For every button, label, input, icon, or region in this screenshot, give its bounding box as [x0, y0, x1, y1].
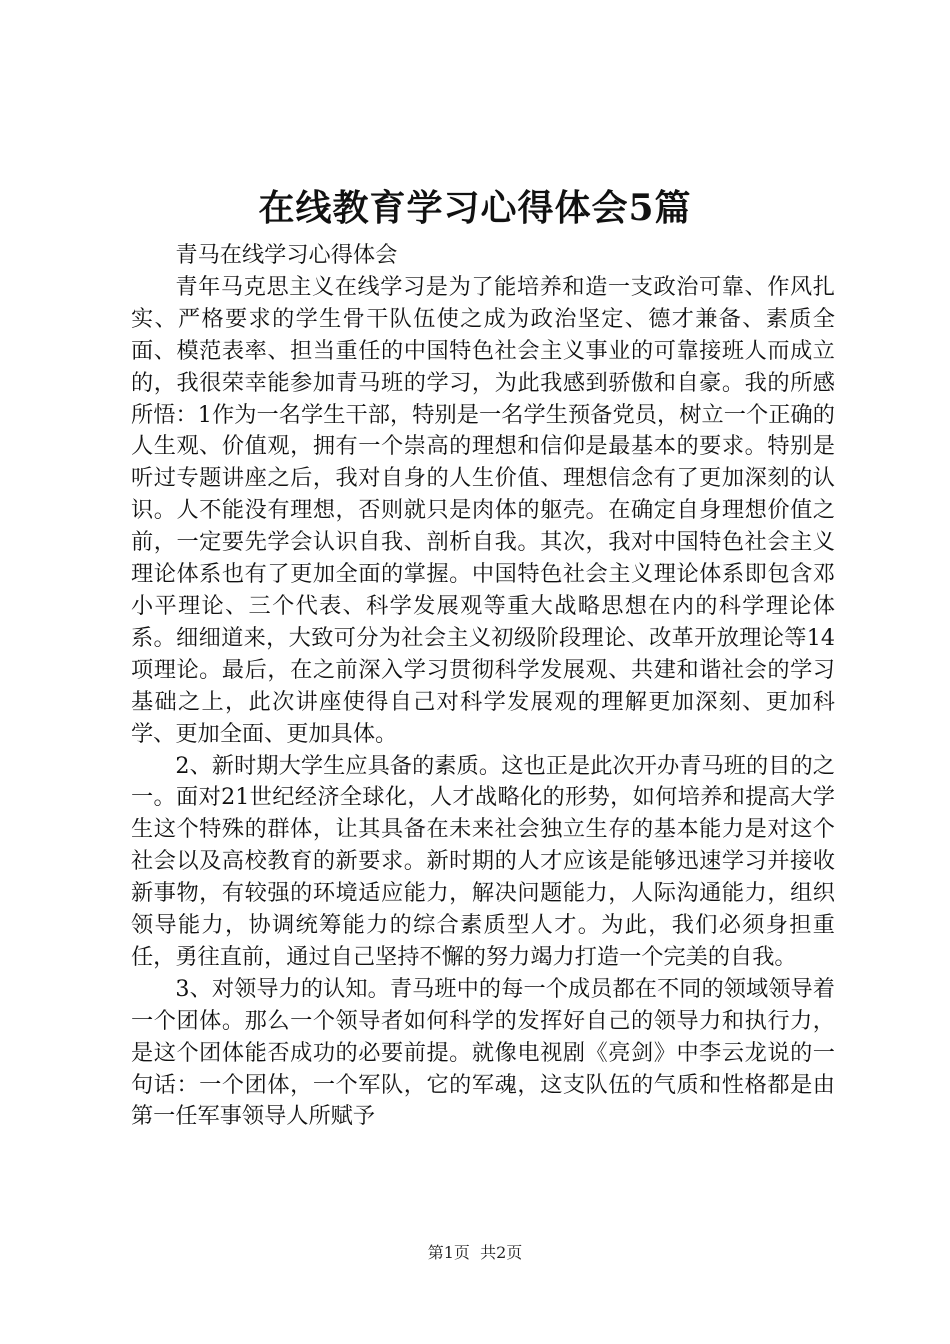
article-subtitle: 青马在线学习心得体会 — [175, 242, 398, 268]
paragraph-3: 3、对领导力的认知。青马班中的每一个成员都在不同的领域领导着一个团体。那么一个领导者如何科学的发挥好自己的领导力和执行力，是这个团体能否成功的必要前提。就像电视剧《亮剑》中李云龙说的一句话：一个团体，一个军队，它的军魂，这支队伍的气质和性格都是由第一任军事领导人所赋予 — [131, 975, 835, 1130]
document-title: 在线教育学习心得体会5篇 — [258, 187, 692, 229]
page-total: 共2页 — [480, 1243, 523, 1262]
footer-spacer — [470, 1243, 480, 1262]
page-footer — [0, 1243, 950, 1263]
page-number: 第1页 — [427, 1243, 470, 1262]
paragraph-2: 2、新时期大学生应具备的素质。这也正是此次开办青马班的目的之一。面对21世纪经济全球化，人才战略化的形势，如何培养和提高大学生这个特殊的群体，让其具备在未来社会独立生存的基本能力是对这个社会以及高校教育的新要求。新时期的人才应该是能够迅速学习并接收新事物，有较强的环境适应能力，解决问题能力，人际沟通能力，组织领导能力，协调统筹能力的综合素质型人才。为此，我们必须身担重任，勇往直前，通过自己坚持不懈的努力竭力打造一个完美的自我。 — [131, 752, 835, 970]
document-body — [131, 240, 835, 1133]
paragraph-1: 青年马克思主义在线学习是为了能培养和造一支政治可靠、作风扎实、严格要求的学生骨干队伍使之成为政治坚定、德才兼备、素质全面、模范表率、担当重任的中国特色社会主义事业的可靠接班人而成立的，我很荣幸能参加青马班的学习，为此我感到骄傲和自豪。我的所感所悟：1作为一名学生干部，特别是一名学生预备党员，树立一个正确的人生观、价值观，拥有一个崇高的理想和信仰是最基本的要求。特别是听过专题讲座之后，我对自身的人生价值、理想信念有了更加深刻的认识。人不能没有理想，否则就只是肉体的躯壳。在确定自身理想价值之前，一定要先学会认识自我、剖析自我。其次，我对中国特色社会主义理论体系也有了更加全面的掌握。中国特色社会主义理论体系即包含邓小平理论、三个代表、科学发展观等重大战略思想在内的科学理论体系。细细道来，大致可分为社会主义初级阶段理论、改革开放理论等14项理论。最后，在之前深入学习贯彻科学发展观、共建和谐社会的学习基础之上，此次讲座使得自己对科学发展观的理解更加深刻、更加科学、更加全面、更加具体。 — [131, 273, 835, 747]
